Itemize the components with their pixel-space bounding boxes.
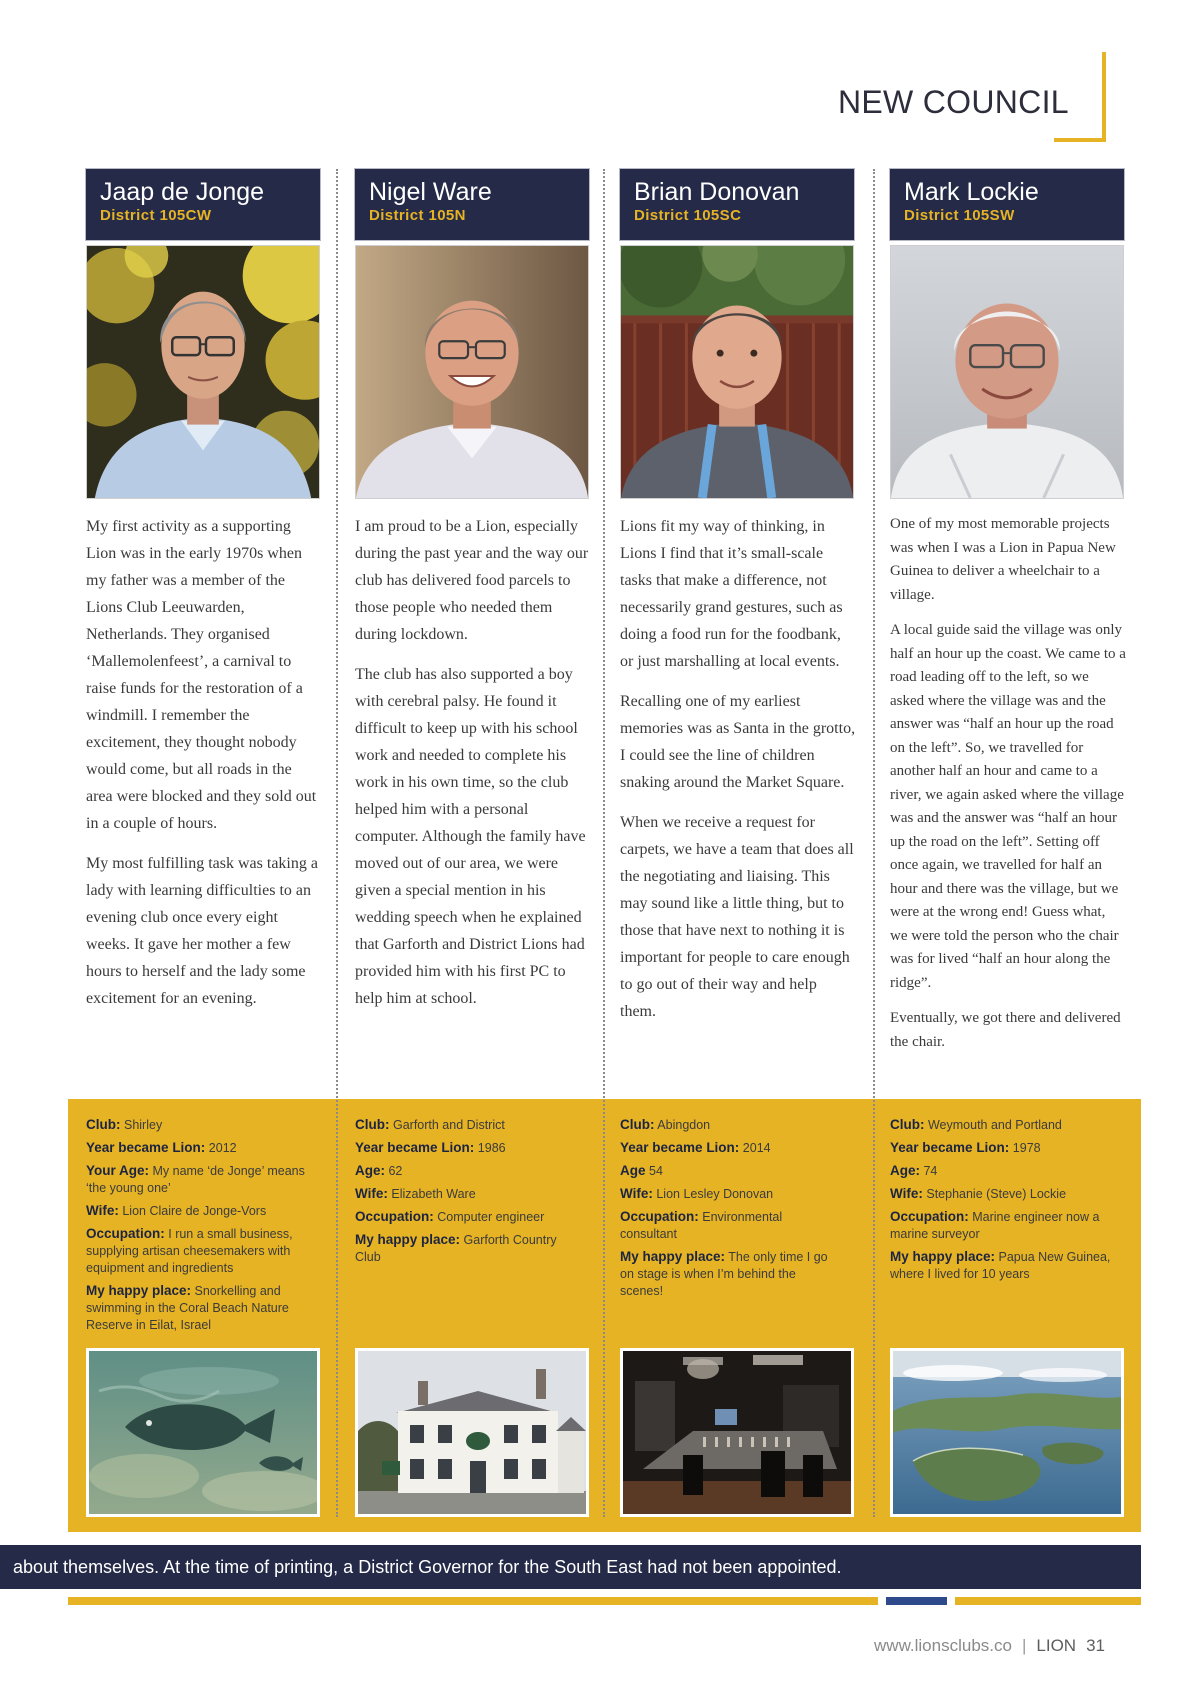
column-separator xyxy=(873,169,875,1517)
detail-value: Elizabeth Ware xyxy=(391,1187,476,1201)
detail-occupation xyxy=(890,1208,1112,1243)
governor-district: District 105SW xyxy=(904,207,1015,224)
detail-value: Stephanie (Steve) Lockie xyxy=(926,1187,1067,1201)
detail-wife xyxy=(620,1185,842,1203)
bio-paragraph: I am proud to be a Lion, especially during the past year and the way our club has delivered food parcels to those people who needed them during lockdown. xyxy=(355,518,589,643)
detail-occupation xyxy=(620,1208,842,1243)
column-separator xyxy=(336,169,338,1517)
column-separator xyxy=(603,169,605,1517)
page-footer xyxy=(874,1634,1105,1658)
detail-label: Club: xyxy=(86,1117,121,1132)
detail-value: My name ‘de Jonge’ means ‘the young one’ xyxy=(86,1164,305,1195)
happy-place-image xyxy=(358,1351,586,1514)
happy-place-photo-nigel-ware xyxy=(355,1348,589,1517)
detail-label: Year became Lion: xyxy=(355,1140,475,1155)
happy-place-photo-brian-donovan xyxy=(620,1348,854,1517)
detail-year-became-lion xyxy=(620,1139,842,1157)
name-header-nigel-ware xyxy=(355,169,589,240)
detail-value: Abingdon xyxy=(657,1118,711,1132)
detail-label: Occupation: xyxy=(620,1209,699,1224)
bio-paragraph: My most fulfilling task was taking a lady with learning difficulties to an evening club once every eight weeks. It gave her mother a few hours to herself and the lady some excitement for an evening. xyxy=(86,855,318,1007)
detail-year-became-lion xyxy=(86,1139,308,1157)
footnote-banner xyxy=(0,1545,1141,1589)
detail-value: The only time I go on stage is when I’m behind the scenes! xyxy=(620,1250,828,1298)
detail-value: 54 xyxy=(649,1164,663,1178)
detail-value: 1978 xyxy=(1012,1141,1041,1155)
bio-paragraph: Eventually, we got there and delivered the chair. xyxy=(890,1010,1121,1050)
detail-label: Age: xyxy=(890,1163,920,1178)
details-brian-donovan xyxy=(620,1116,842,1305)
portrait-photo-brian-donovan xyxy=(620,245,854,499)
happy-place-photo-jaap-de-jonge xyxy=(86,1348,320,1517)
detail-value: Lion Lesley Donovan xyxy=(656,1187,774,1201)
detail-label: Club: xyxy=(355,1117,390,1132)
detail-wife xyxy=(890,1185,1112,1203)
detail-occupation xyxy=(86,1225,308,1277)
detail-year-became-lion xyxy=(355,1139,577,1157)
section-title: NEW COUNCIL xyxy=(838,84,1069,120)
bio-paragraph: Lions fit my way of thinking, in Lions I find that it’s small-scale tasks that make a difference, not necessarily grand gestures, such as doing a food run for the foodbank, or just marshalling at local events. xyxy=(620,518,843,670)
portrait-photo-mark-lockie xyxy=(890,245,1124,499)
detail-club xyxy=(86,1116,308,1134)
detail-label: Year became Lion: xyxy=(620,1140,740,1155)
detail-value: Environmental consultant xyxy=(620,1210,783,1241)
detail-age xyxy=(890,1162,1112,1180)
detail-value: Computer engineer xyxy=(437,1210,545,1224)
footnote-text: about themselves. At the time of printing, a District Governor for the South East had not been appointed. xyxy=(13,1557,842,1577)
decorative-rule xyxy=(886,1597,947,1605)
detail-label: Age: xyxy=(355,1163,385,1178)
detail-club xyxy=(355,1116,577,1134)
bio-paragraph: When we receive a request for carpets, we have a team that does all the negotiating and liaising. This may sound like a little thing, but to those that have next to nothing it is important for people to care enough to go out of their way and help them. xyxy=(620,814,854,1020)
bio-brian-donovan xyxy=(620,513,856,1038)
detail-label: Your Age: xyxy=(86,1163,149,1178)
detail-label: My happy place: xyxy=(890,1249,996,1264)
bio-paragraph: Recalling one of my earliest memories was as Santa in the grotto, I could see the line of children snaking around the Market Square. xyxy=(620,693,856,791)
happy-place-photo-mark-lockie xyxy=(890,1348,1124,1517)
portrait-image xyxy=(356,246,588,498)
detail-club xyxy=(620,1116,842,1134)
detail-happy-place xyxy=(620,1248,842,1300)
details-mark-lockie xyxy=(890,1116,1112,1288)
detail-club xyxy=(890,1116,1112,1134)
portrait-photo-jaap-de-jonge xyxy=(86,245,320,499)
detail-value: Garforth and District xyxy=(392,1118,505,1132)
detail-label: My happy place: xyxy=(355,1232,461,1247)
detail-value: Papua New Guinea, where I lived for 10 years xyxy=(890,1250,1111,1281)
happy-place-image xyxy=(623,1351,851,1514)
details-nigel-ware xyxy=(355,1116,577,1271)
detail-wife xyxy=(355,1185,577,1203)
detail-happy-place xyxy=(86,1282,308,1334)
detail-label: Year became Lion: xyxy=(890,1140,1010,1155)
detail-label: Occupation: xyxy=(86,1226,165,1241)
name-header-mark-lockie xyxy=(890,169,1124,240)
detail-happy-place xyxy=(890,1248,1112,1283)
magazine-name: LION xyxy=(1036,1636,1077,1655)
detail-label: Year became Lion: xyxy=(86,1140,206,1155)
detail-happy-place xyxy=(355,1231,577,1266)
detail-value: Marine engineer now a marine surveyor xyxy=(890,1210,1100,1241)
detail-label: Wife: xyxy=(890,1186,923,1201)
detail-occupation xyxy=(355,1208,577,1226)
name-header-brian-donovan xyxy=(620,169,854,240)
portrait-image xyxy=(621,246,853,498)
bio-paragraph: One of my most memorable projects was when I was a Lion in Papua New Guinea to deliver a wheelchair to a village. xyxy=(890,516,1116,603)
name-header-jaap-de-jonge xyxy=(86,169,320,240)
heading-bracket-vertical xyxy=(1102,52,1106,142)
decorative-rule xyxy=(68,1597,878,1605)
bio-jaap-de-jonge xyxy=(86,513,322,1025)
portrait-photo-nigel-ware xyxy=(355,245,589,499)
governor-district: District 105SC xyxy=(634,207,742,224)
footer-separator: | xyxy=(1021,1636,1027,1655)
bio-paragraph: A local guide said the village was only half an hour up the coast. We came to a road leading off to the left, so we asked where the village was and the answer was “half an hour up the road on the left”. So, we travelled for another half an hour and came to a river, we again asked where the village was and the answer was “half an hour up the road on the left”. Setting off once again, we travelled for half an hour and there was the village, but we were at the wrong end! Guess what, we were told the person who the chair was for lived “half an hour along the ridge”. xyxy=(890,622,1126,991)
page-number: 31 xyxy=(1086,1636,1105,1655)
governor-name: Mark Lockie xyxy=(904,178,1039,206)
detail-value: 2014 xyxy=(742,1141,771,1155)
details-jaap-de-jonge xyxy=(86,1116,308,1339)
detail-label: Age xyxy=(620,1163,646,1178)
detail-value: 74 xyxy=(923,1164,938,1178)
governor-name: Jaap de Jonge xyxy=(100,178,265,206)
detail-value: Snorkelling and swimming in the Coral Beach Nature Reserve in Eilat, Israel xyxy=(86,1284,289,1332)
footer-url: www.lionsclubs.co xyxy=(874,1636,1012,1655)
detail-value: I run a small business, supplying artisan cheesemakers with equipment and ingredients xyxy=(86,1227,293,1275)
portrait-image xyxy=(891,246,1123,498)
bio-paragraph: My first activity as a supporting Lion was in the early 1970s when my father was a member of the Lions Club Leeuwarden, Netherlands. They organised ‘Mallemolenfeest’, a carnival to raise funds for the restoration of a windmill. I remember the excitement, they thought nobody would come, but all roads in the area were blocked and they sold out in a couple of hours. xyxy=(86,518,317,832)
detail-value: Weymouth and Portland xyxy=(927,1118,1062,1132)
heading-bracket-horizontal xyxy=(1054,138,1106,142)
detail-label: Wife: xyxy=(86,1203,119,1218)
governor-district: District 105CW xyxy=(100,207,212,224)
detail-value: 62 xyxy=(388,1164,403,1178)
detail-label: Occupation: xyxy=(355,1209,434,1224)
detail-age xyxy=(355,1162,577,1180)
detail-value: 1986 xyxy=(477,1141,506,1155)
detail-year-became-lion xyxy=(890,1139,1112,1157)
detail-label: My happy place: xyxy=(620,1249,726,1264)
detail-age xyxy=(86,1162,308,1197)
detail-label: Wife: xyxy=(355,1186,388,1201)
governor-district: District 105N xyxy=(369,207,466,224)
portrait-image xyxy=(87,246,319,498)
detail-wife xyxy=(86,1202,308,1220)
detail-label: Club: xyxy=(620,1117,655,1132)
detail-age xyxy=(620,1162,842,1180)
detail-label: Club: xyxy=(890,1117,925,1132)
detail-label: Occupation: xyxy=(890,1209,969,1224)
bio-paragraph: The club has also supported a boy with cerebral palsy. He found it difficult to keep up with his school work and needed to complete his work in his own time, so the club helped him with a personal computer. Although the family have moved out of our area, we were given a special mention in his wedding speech when he explained that Garforth and District Lions had provided him with his first PC to help him at school. xyxy=(355,666,586,1007)
bio-mark-lockie xyxy=(890,513,1126,1066)
detail-label: My happy place: xyxy=(86,1283,192,1298)
happy-place-image xyxy=(893,1351,1121,1514)
detail-value: Lion Claire de Jonge-Vors xyxy=(122,1204,267,1218)
governor-name: Nigel Ware xyxy=(369,178,492,206)
happy-place-image xyxy=(89,1351,317,1514)
governor-name: Brian Donovan xyxy=(634,178,800,206)
decorative-rule xyxy=(955,1597,1141,1605)
detail-value: 2012 xyxy=(208,1141,237,1155)
detail-label: Wife: xyxy=(620,1186,653,1201)
detail-value: Shirley xyxy=(123,1118,163,1132)
bio-nigel-ware xyxy=(355,513,591,1025)
detail-value: Garforth Country Club xyxy=(355,1233,557,1264)
